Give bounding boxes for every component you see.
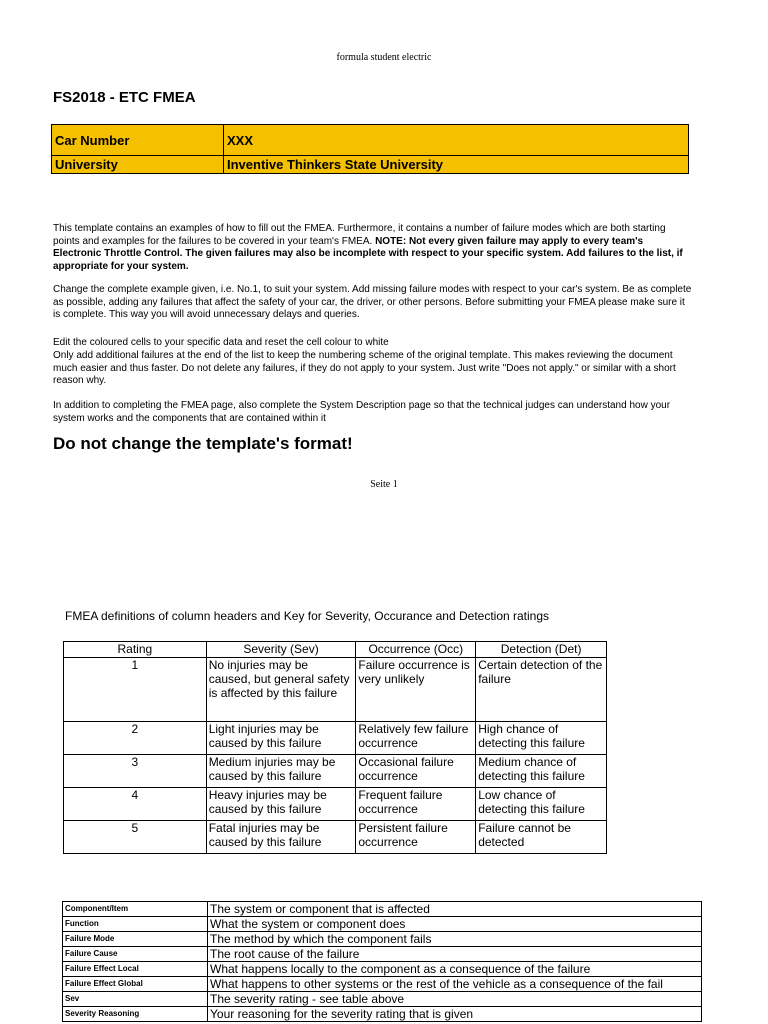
key-definition: The root cause of the failure bbox=[208, 947, 702, 962]
detection-cell: Certain detection of the failure bbox=[476, 658, 607, 722]
occurrence-cell: Occasional failure occurrence bbox=[356, 755, 476, 788]
header-severity: Severity (Sev) bbox=[206, 642, 356, 658]
severity-cell: Heavy injuries may be caused by this failure bbox=[206, 788, 356, 821]
detection-cell: High chance of detecting this failure bbox=[476, 722, 607, 755]
key-definition: What happens locally to the component as a consequence of the failure bbox=[208, 962, 702, 977]
intro-note: NOTE: Not every given failure may apply to every team's Electronic Throttle Control. The given failures may also be incomplete with respect to your specific system. Add failures to the list, if appropriate for your system. bbox=[53, 235, 683, 272]
key-definition: The severity rating - see table above bbox=[208, 992, 702, 1007]
key-row bbox=[63, 962, 702, 977]
key-definition: Your reasoning for the severity rating that is given bbox=[208, 1007, 702, 1022]
page-label: Seite 1 bbox=[370, 479, 398, 490]
rating-table bbox=[63, 641, 607, 854]
key-term: Failure Mode bbox=[63, 932, 208, 947]
key-definition: The method by which the component fails bbox=[208, 932, 702, 947]
severity-cell: Light injuries may be caused by this failure bbox=[206, 722, 356, 755]
rating-row bbox=[64, 722, 607, 755]
numbering-paragraph: Only add additional failures at the end of the list to keep the numbering scheme of the original template. This makes reviewing the document much easier and thus faster. Do not delete any failures, if they do not apply to your system. Just write "Does not apply." or similar with a short reason why. bbox=[53, 350, 676, 386]
detection-cell: Failure cannot be detected bbox=[476, 821, 607, 854]
key-term: Function bbox=[63, 917, 208, 932]
key-row bbox=[63, 1007, 702, 1022]
info-table bbox=[51, 124, 689, 174]
rating-value: 4 bbox=[64, 788, 207, 821]
key-term: Failure Cause bbox=[63, 947, 208, 962]
info-label: Car Number bbox=[52, 125, 224, 156]
intro-text: This template contains an examples of how to fill out the FMEA. Furthermore, it contains a number of failure modes which are both starting points and examples for the failures to be covered in your team's FMEA. bbox=[53, 223, 666, 247]
key-term: Failure Effect Local bbox=[63, 962, 208, 977]
header-rating: Rating bbox=[64, 642, 207, 658]
rating-row bbox=[64, 658, 607, 722]
info-row-car-number bbox=[52, 125, 689, 156]
header-note: formula student electric bbox=[336, 52, 432, 63]
key-term: Severity Reasoning bbox=[63, 1007, 208, 1022]
definitions-title: FMEA definitions of column headers and Key for Severity, Occurance and Detection ratings bbox=[65, 609, 550, 623]
severity-cell: No injuries may be caused, but general safety is affected by this failure bbox=[206, 658, 356, 722]
detection-cell: Medium chance of detecting this failure bbox=[476, 755, 607, 788]
edit-note: Edit the coloured cells to your specific data and reset the cell colour to white bbox=[53, 337, 389, 348]
info-value: Inventive Thinkers State University bbox=[224, 156, 689, 174]
key-definition: The system or component that is affected bbox=[208, 902, 702, 917]
severity-cell: Medium injuries may be caused by this failure bbox=[206, 755, 356, 788]
system-description-paragraph: In addition to completing the FMEA page, also complete the System Description page so that the technical judges can understand how your system works and the components that are contained within it bbox=[53, 400, 671, 424]
key-term: Sev bbox=[63, 992, 208, 1007]
occurrence-cell: Failure occurrence is very unlikely bbox=[356, 658, 476, 722]
rating-row bbox=[64, 788, 607, 821]
intro-paragraph bbox=[53, 223, 693, 273]
rating-table-header bbox=[64, 642, 607, 658]
rating-value: 1 bbox=[64, 658, 207, 722]
key-row bbox=[63, 917, 702, 932]
format-warning: Do not change the template's format! bbox=[53, 434, 353, 453]
key-term: Component/Item bbox=[63, 902, 208, 917]
instructions-paragraph: Change the complete example given, i.e. No.1, to suit your system. Add missing failure modes with respect to your car's system. Be as complete as possible, adding any failures that affect the safety of your car, the driver, or other persons. Before submitting your FMEA please make sure it is complete. This way you will avoid unnecessary delays and queries. bbox=[53, 284, 692, 320]
header-detection: Detection (Det) bbox=[476, 642, 607, 658]
document-title: FS2018 - ETC FMEA bbox=[53, 89, 196, 106]
key-definition: What the system or component does bbox=[208, 917, 702, 932]
occurrence-cell: Persistent failure occurrence bbox=[356, 821, 476, 854]
key-term: Failure Effect Global bbox=[63, 977, 208, 992]
header-occurrence: Occurrence (Occ) bbox=[356, 642, 476, 658]
rating-value: 5 bbox=[64, 821, 207, 854]
key-row bbox=[63, 932, 702, 947]
key-row bbox=[63, 947, 702, 962]
info-label: University bbox=[52, 156, 224, 174]
rating-value: 2 bbox=[64, 722, 207, 755]
rating-row bbox=[64, 821, 607, 854]
rating-row bbox=[64, 755, 607, 788]
key-table bbox=[62, 901, 702, 1022]
key-row bbox=[63, 977, 702, 992]
occurrence-cell: Relatively few failure occurrence bbox=[356, 722, 476, 755]
key-row bbox=[63, 902, 702, 917]
rating-value: 3 bbox=[64, 755, 207, 788]
detection-cell: Low chance of detecting this failure bbox=[476, 788, 607, 821]
severity-cell: Fatal injuries may be caused by this failure bbox=[206, 821, 356, 854]
info-row-university bbox=[52, 156, 689, 174]
occurrence-cell: Frequent failure occurrence bbox=[356, 788, 476, 821]
info-value: XXX bbox=[224, 125, 689, 156]
key-definition: What happens to other systems or the rest of the vehicle as a consequence of the fail bbox=[208, 977, 702, 992]
key-row bbox=[63, 992, 702, 1007]
